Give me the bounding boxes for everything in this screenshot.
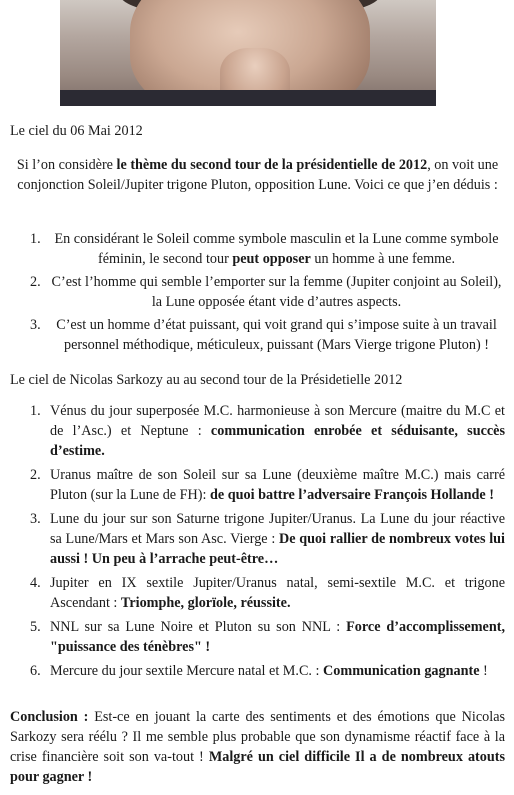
- list-item: 2. Uranus maître de son Soleil sur sa Lune (deuxième maître M.C.) mais carré Pluton (sur la Lune de FH): de quoi battre l’adversaire François Hollande !: [30, 467, 505, 503]
- intro-paragraph: Si l’on considère le thème du second tour de la présidentielle de 2012, on voit une conjonction Soleil/Jupiter trigone Pluton, opposition Lune. Voici ce que j’en déduis :: [16, 157, 499, 193]
- conclusion-paragraph: Conclusion : Est-ce en jouant la carte des sentiments et des émotions que Nicolas Sarkozy sera réélu ? Il me semble plus probable que son dynamisme réactif face à la crise financière soit son va-tout ! Malgré un ciel difficile Il a de nombreux atouts pour gagner !: [10, 709, 506, 785]
- header-photo: [60, 0, 436, 106]
- sarkozy-transits-list: [10, 401, 505, 685]
- list-item: 1. Vénus du jour superposée M.C. harmonieuse à son Mercure (maitre du M.C et de l’Asc.) et Neptune : communication enrobée et séduisante, succès d’estime.: [30, 403, 506, 459]
- list-item: 3. Lune du jour sur son Saturne trigone Jupiter/Uranus. La Lune du jour réactive sa Lune/Mars et Mars son Asc. Vierge : De quoi rallier de nombreux votes lui aussi ! Un peu à l’arrache peut-être…: [30, 511, 505, 567]
- section-title: Le ciel de Nicolas Sarkozy au au second tour de la Présidetielle 2012: [10, 372, 403, 388]
- list-item: 2. C’est l’homme qui semble l’emporter sur la femme (Jupiter conjoint au Soleil), la Lune opposée étant vide d’autres aspects.: [30, 274, 502, 310]
- list-item: 6. Mercure du jour sextile Mercure natal et M.C. : Communication gagnante !: [30, 663, 488, 679]
- prediction-list: [10, 229, 505, 358]
- list-item: 5. NNL sur sa Lune Noire et Pluton su son NNL : Force d’accomplissement, "puissance des ténèbres" !: [30, 619, 505, 655]
- list-item: 3. C’est un homme d’état puissant, qui voit grand qui s’impose suite à un travail personnel méthodique, méticuleux, puissant (Mars Vierge trigone Pluton) !: [30, 317, 497, 353]
- list-item: 1. En considérant le Soleil comme symbole masculin et la Lune comme symbole féminin, le second tour peut opposer un homme à une femme.: [30, 231, 499, 267]
- intro-date: Le ciel du 06 Mai 2012: [10, 123, 143, 139]
- list-item: 4. Jupiter en IX sextile Jupiter/Uranus natal, semi-sextile M.C. et trigone Ascendant : Triomphe, glorïole, réussite.: [30, 575, 505, 611]
